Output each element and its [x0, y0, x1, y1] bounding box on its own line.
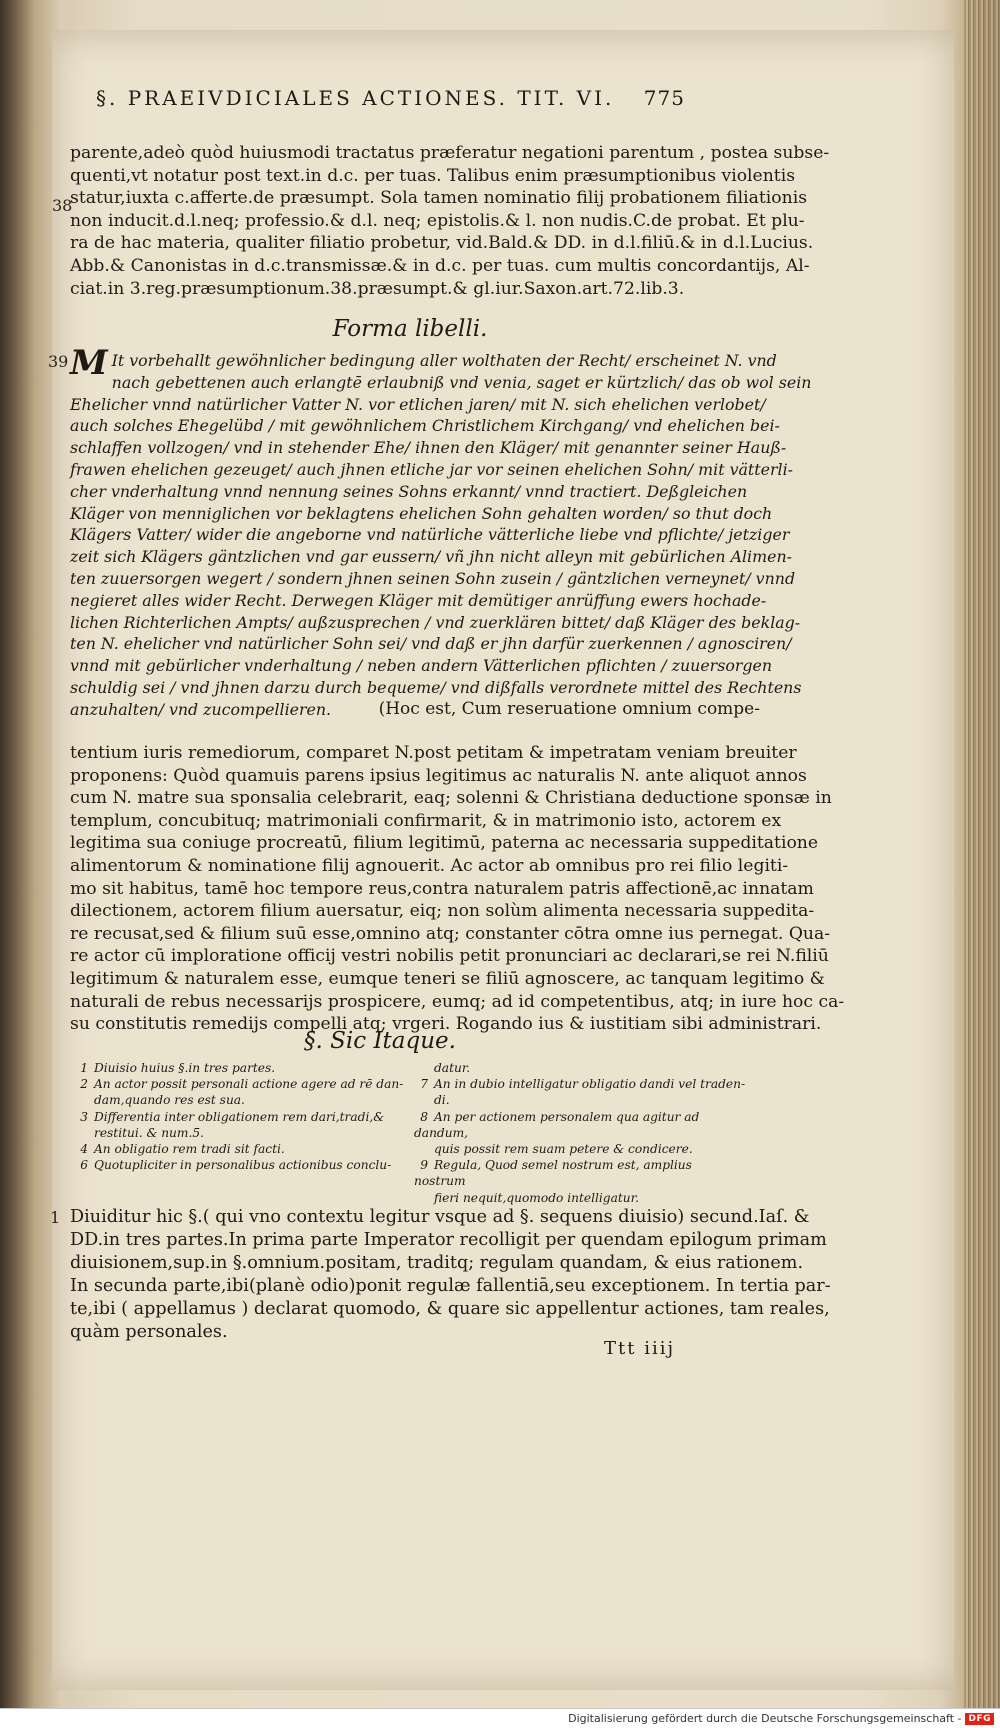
text-line: negieret alles wider Recht. Derwegen Kläger mit demütiger anrüffung ewers hochade- — [70, 590, 767, 610]
text-line: legitima sua coniuge procreatū, filium legitimū, paterna ac necessaria suppeditatione — [70, 833, 819, 854]
summary-entry: 9 Regula, Quod semel nostrum est, amplius nostrum — [414, 1158, 692, 1189]
text-line: statur,iuxta c.afferte.de præsumpt. Sola tamen nominatio filij probationem filiationis — [70, 188, 808, 209]
summary-entry: dam,quando res est sua. — [94, 1093, 245, 1108]
text-line — [70, 699, 760, 721]
summary-entry: fieri nequit,quomodo intelligatur. — [434, 1190, 639, 1205]
text-line: ten zuuersorgen wegert / sondern jhnen seinen Sohn zusein / gäntzlichen verneynet/ vnnd — [70, 568, 796, 588]
text-line: Klägers Vatter/ wider die angeborne vnd natürliche vätterliche liebe vnd pflichte/ jetziger — [70, 525, 790, 545]
commentary-paragraph — [70, 1206, 831, 1344]
latin-translation-paragraph — [70, 742, 845, 1036]
summary-entry: di. — [434, 1093, 450, 1108]
summary-entry: 8 An per actionem personalem qua agitur ad dandum, — [414, 1109, 700, 1140]
digitization-footer — [0, 1708, 1000, 1728]
text-line: ra de hac materia, qualiter filiatio probetur, vid.Bald.& DD. in d.l.filiū.& in d.l.Lucius. — [70, 233, 814, 254]
page-number: 775 — [643, 86, 685, 110]
text-line: te,ibi ( appellamus ) declarat quomodo, & quare sic appellentur actiones, tam reales, — [70, 1299, 830, 1319]
summary-entry: datur. — [434, 1061, 471, 1075]
forma-libelli-heading: Forma libelli. — [332, 316, 488, 342]
summary-index — [74, 1060, 754, 1206]
footer-credit: Digitalisierung gefördert durch die Deutsche Forschungsgemeinschaft - — [568, 1712, 962, 1725]
german-libel-paragraph — [70, 343, 812, 721]
margin-number-1: 1 — [50, 1208, 61, 1227]
book-page-edges — [964, 0, 1000, 1728]
text-line: templum, concubituq; matrimoniali confirmarit, & in matrimonio isto, actorem ex — [70, 810, 782, 831]
text-line: legitimum & naturalem esse, eumque teneri se filiū agnoscere, ac tanquam legitimo & — [70, 968, 825, 989]
dfg-logo: DFG — [965, 1713, 994, 1725]
text-line: alimentorum & nominatione filij agnouerit. Ac actor ab omnibus pro rei filio legiti- — [70, 855, 789, 876]
text-line: re actor cū imploratione officij vestri nobilis petit pronunciari ac declarari,se rei N.filiū — [70, 946, 829, 967]
summary-entry: 2 An actor possit personali actione agere ad rē dan- — [80, 1077, 404, 1092]
summary-entry: quis possit rem suam petere & condicere. — [434, 1142, 693, 1157]
text-line: quenti,vt notatur post text.in d.c. per tuas. Talibus enim præsumptionibus violentis — [70, 165, 796, 186]
text-line: mo sit habitus, tamē hoc tempore reus,contra naturalem patris affectionē,ac innatam — [70, 878, 814, 899]
german-closing: anzuhalten/ vnd zucompellieren. — [70, 699, 332, 719]
text-line: cher vnderhaltung vnnd nennung seines Sohns erkannt/ vnnd tractiert. Deßgleichen — [70, 481, 748, 501]
intro-paragraph — [70, 142, 830, 300]
text-line: Abb.& Canonistas in d.c.transmissæ.& in d.c. per tuas. cum multis concordantijs, Al- — [70, 255, 810, 276]
text-line: frawen ehelichen gezeuget/ auch jhnen etliche jar vor seinen ehelichen Sohn/ mit vätterli- — [70, 459, 793, 479]
margin-number-38: 38 — [52, 196, 73, 215]
summary-entry: 6 Quotupliciter in personalibus actionibus conclu- — [80, 1158, 392, 1173]
text-line: cum N. matre sua sponsalia celebrarit, eaq; solenni & Christiana deductione sponsæ in — [70, 788, 832, 809]
text-line: proponens: Quòd quamuis parens ipsius legitimus ac naturalis N. ante aliquot annos — [70, 765, 807, 786]
summary-entry: 7 An in dubio intelligatur obligatio dandi vel traden- — [420, 1077, 746, 1092]
running-header — [96, 86, 776, 110]
margin-number-39: 39 — [48, 352, 69, 371]
summary-right-column — [414, 1060, 754, 1206]
text-line: su constitutis remedijs compelli atq; vrgeri. Rogando ius & iustitiam sibi administrari. — [70, 1014, 822, 1035]
text-line: naturali de rebus necessarijs prospicere, eumq; ad id competentibus, atq; in iure hoc ca- — [70, 991, 845, 1012]
section-heading: §. Sic Itaque. — [304, 1028, 456, 1054]
running-title: §. PRAEIVDICIALES ACTIONES. TIT. VI. — [96, 86, 615, 110]
summary-columns — [74, 1060, 754, 1206]
text-line: non inducit.d.l.neq; professio.& d.l. neq; epistolis.& l. non nudis.C.de probat. Et plu- — [70, 210, 805, 231]
summary-left-column — [74, 1060, 414, 1206]
latin-translation-start: (Hoc est, Cum reseruatione omnium compe- — [378, 698, 760, 719]
text-line: parente,adeò quòd huiusmodi tractatus præferatur negationi parentum , postea subse- — [70, 143, 830, 163]
summary-entry: restitui. & num.5. — [94, 1125, 204, 1140]
text-line: lichen Richterlichen Ampts/ außzusprechen / vnd zuerklären bittet/ daß Kläger des beklag- — [70, 612, 801, 632]
signature-mark: Ttt iiij — [604, 1338, 676, 1359]
summary-entry: 3 Differentia inter obligationem rem dari,tradi,& — [80, 1109, 385, 1124]
text-line: It vorbehallt gewöhnlicher bedingung aller wolthaten der Recht/ erscheinet N. vnd — [111, 351, 777, 370]
text-line: auch solches Ehegelübd / mit gewöhnlichem Christlichem Kirchgang/ vnd ehelichen bei- — [70, 416, 780, 436]
text-line: In secunda parte,ibi(planè odio)ponit regulæ fallentiā,seu exceptionem. In tertia par- — [70, 1276, 831, 1296]
text-line: vnnd mit gebürlicher vnderhaltung / neben andern Vätterlichen pflichten / zuuersorgen — [70, 656, 773, 676]
text-line: tentium iuris remediorum, comparet N.post petitam & impetratam veniam breuiter — [70, 743, 797, 763]
text-line: Ehelicher vnnd natürlicher Vatter N. vor etlichen jaren/ mit N. sich ehelichen verlobet/ — [70, 394, 766, 414]
text-line: schuldig sei / vnd jhnen darzu durch bequeme/ vnd dißfalls verordnete mittel des Rechtens — [70, 677, 802, 697]
summary-entry: 1 Diuisio huius §.in tres partes. — [80, 1061, 276, 1075]
text-line: dilectionem, actorem filium auersatur, eiq; non solùm alimenta necessaria suppedita- — [70, 901, 815, 922]
text-line: quàm personales. — [70, 1322, 228, 1342]
text-line: diuisionem,sup.in §.omnium.positam, traditq; regulam quandam, & eius rationem. — [70, 1253, 804, 1273]
text-line: Kläger von menniglichen vor beklagtens ehelichen Sohn gehalten worden/ so thut doch — [70, 503, 773, 523]
text-line: re recusat,sed & filium suū esse,omnino atq; constanter cōtra omne ius pernegat. Qua- — [70, 923, 831, 944]
text-line: ciat.in 3.reg.præsumptionum.38.præsumpt.& gl.iur.Saxon.art.72.lib.3. — [70, 278, 685, 299]
text-line: nach gebettenen auch erlangtē erlaubniß vnd venia, saget er kürtzlich/ das ob wol sein — [111, 372, 812, 392]
text-line: schlaffen vollzogen/ vnd in stehender Ehe/ ihnen den Kläger/ mit genannter seiner Hauß- — [70, 438, 787, 458]
text-line: zeit sich Klägers gäntzlichen vnd gar eussern/ vñ jhn nicht alleyn mit gebürlichen Alimen- — [70, 547, 792, 567]
drop-cap-letter: M — [70, 343, 108, 383]
text-line: DD.in tres partes.In prima parte Imperator recolligit per quendam epilogum primam — [70, 1230, 827, 1250]
summary-entry: 4 An obligatio rem tradi sit facti. — [80, 1142, 285, 1157]
text-line: ten N. ehelicher vnd natürlicher Sohn sei/ vnd daß er jhn darfür zuerkennen / agnosciren/ — [70, 634, 792, 654]
text-line: Diuiditur hic §.( qui vno contextu legitur vsque ad §. sequens diuisio) secund.Iaſ. & — [70, 1207, 810, 1227]
